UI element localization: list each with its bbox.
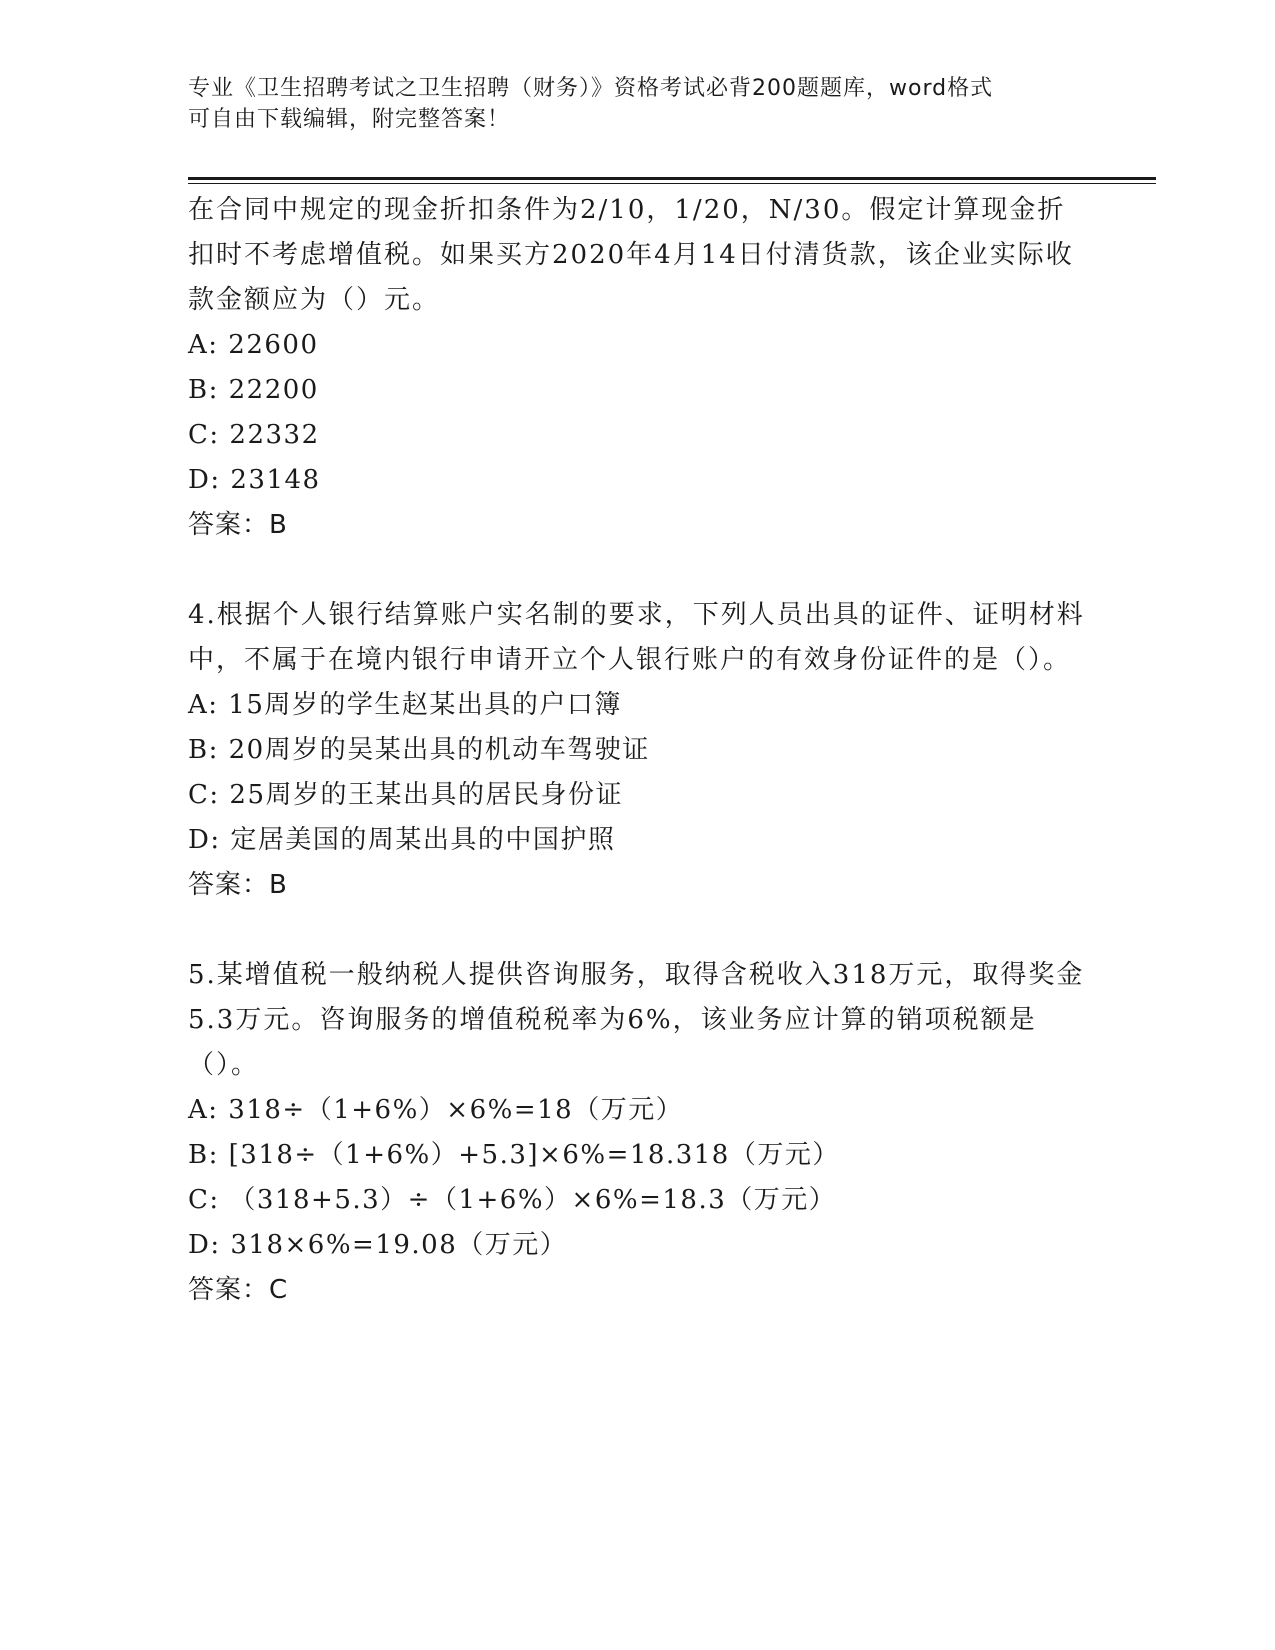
question-item <box>188 188 1088 548</box>
question-list <box>188 188 1088 1313</box>
option-d: D: 定居美国的周某出具的中国护照 <box>188 825 616 855</box>
option-d: D: 318×6%=19.08（万元） <box>188 1230 568 1260</box>
header-divider-thick <box>188 177 1156 180</box>
option-c: C: 22332 <box>188 420 320 450</box>
header-divider-thin <box>188 183 1156 184</box>
question-stem: 4.根据个人银行结算账户实名制的要求，下列人员出具的证件、证明材料中，不属于在境内银行申请开立个人银行账户的有效身份证件的是（）。 <box>188 600 1085 675</box>
option-b: B: 20周岁的吴某出具的机动车驾驶证 <box>188 735 650 765</box>
answer-line: 答案：B <box>188 870 288 900</box>
header-title-line: 专业《卫生招聘考试之卫生招聘（财务）》资格考试必背200题题库，word格式 <box>188 76 994 101</box>
option-c: C: 25周岁的王某出具的居民身份证 <box>188 780 624 810</box>
question-stem: 在合同中规定的现金折扣条件为2/10，1/20，N/30。假定计算现金折扣时不考虑增值税。如果买方2020年4月14日付清货款，该企业实际收款金额应为（）元。 <box>188 195 1074 315</box>
option-d: D: 23148 <box>188 465 321 495</box>
question-item <box>188 953 1088 1313</box>
option-b: B: 22200 <box>188 375 319 405</box>
option-b: B: [318÷（1+6%）+5.3]×6%=18.318（万元） <box>188 1140 840 1170</box>
question-stem: 5.某增值税一般纳税人提供咨询服务，取得含税收入318万元，取得奖金5.3万元。咨询服务的增值税税率为6%，该业务应计算的销项税额是（）。 <box>188 960 1085 1080</box>
answer-line: 答案：B <box>188 510 288 540</box>
question-item <box>188 593 1088 908</box>
option-a: A: 318÷（1+6%）×6%=18（万元） <box>188 1095 684 1125</box>
document-header <box>188 73 1088 135</box>
option-a: A: 15周岁的学生赵某出具的户口簿 <box>188 690 622 720</box>
option-a: A: 22600 <box>188 330 319 360</box>
header-subtitle-line: 可自由下载编辑，附完整答案！ <box>188 107 511 132</box>
answer-line: 答案：C <box>188 1275 289 1305</box>
option-c: C: （318+5.3）÷（1+6%）×6%=18.3（万元） <box>188 1185 837 1215</box>
